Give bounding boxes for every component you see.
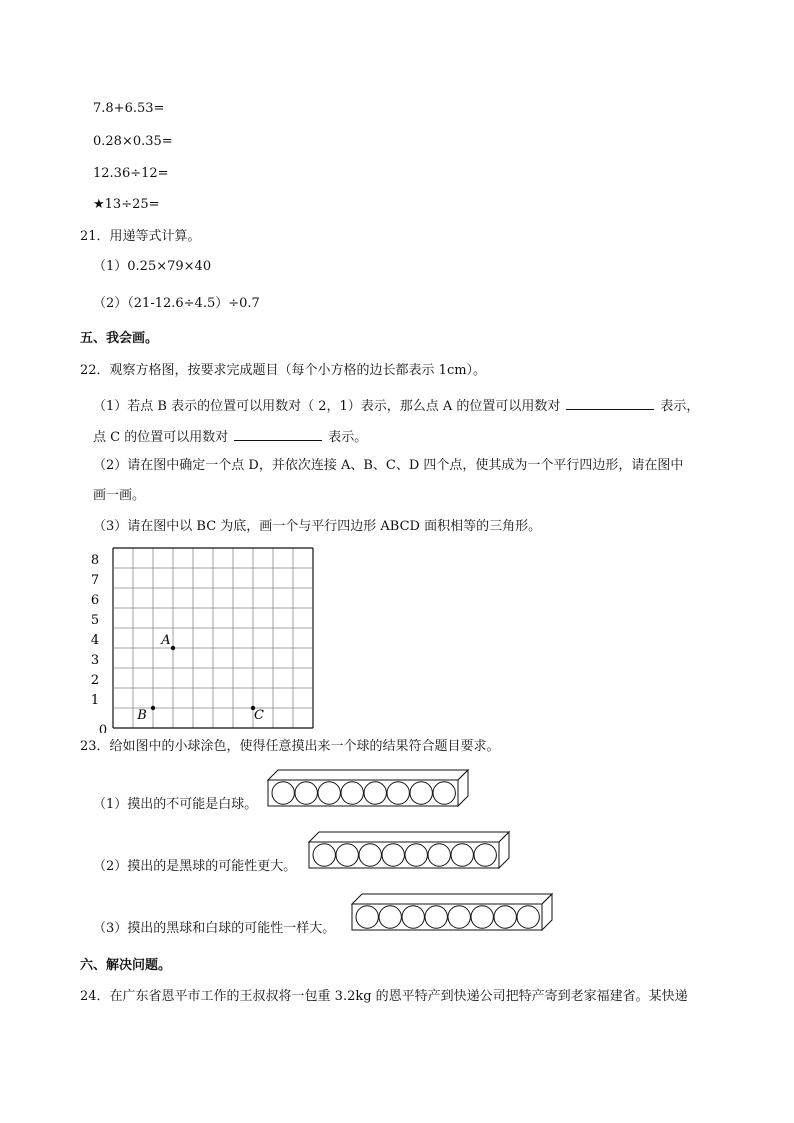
question-23-item: （3）摸出的黑球和白球的可能性一样大。 bbox=[93, 921, 336, 936]
ball-box[interactable] bbox=[266, 768, 471, 810]
question-22-part2-line1: （2）请在图中确定一个点 D，并依次连接 A、B、C、D 四个点，使其成为一个平行四边形，请在图中 bbox=[93, 458, 684, 473]
ball bbox=[313, 844, 335, 866]
point-label: B bbox=[137, 708, 147, 723]
ball bbox=[318, 782, 340, 804]
y-axis-label: 4 bbox=[90, 633, 100, 648]
section-heading: 五、我会画。 bbox=[80, 331, 159, 346]
point-a bbox=[171, 646, 175, 650]
ball bbox=[359, 844, 381, 866]
y-axis-label: 6 bbox=[90, 593, 100, 608]
ball bbox=[428, 844, 450, 866]
point-b bbox=[151, 706, 155, 710]
ball bbox=[341, 782, 363, 804]
origin-label: 0 bbox=[98, 723, 108, 733]
ball-box[interactable] bbox=[307, 830, 512, 872]
grid-lines bbox=[113, 548, 313, 728]
ball bbox=[494, 906, 516, 928]
ball bbox=[451, 844, 473, 866]
point-label: A bbox=[161, 633, 171, 648]
ball bbox=[410, 782, 432, 804]
grid-points bbox=[136, 633, 264, 723]
ball bbox=[474, 844, 496, 866]
question-24-text: 24．在广东省恩平市工作的王叔叔将一包重 3.2kg 的恩平特产到快递公司把特产寄到老家福建省。某快递 bbox=[80, 989, 688, 1004]
question-22-part3: （3）请在图中以 BC 为底，画一个与平行四边形 ABCD 面积相等的三角形。 bbox=[93, 519, 542, 534]
ball bbox=[382, 844, 404, 866]
question-22-text: 表示， bbox=[660, 399, 700, 414]
ball bbox=[364, 782, 386, 804]
question-22-title: 22．观察方格图，按要求完成题目（每个小方格的边长都表示 1cm）。 bbox=[80, 363, 487, 378]
box-top bbox=[352, 894, 552, 904]
box-top bbox=[268, 770, 468, 780]
ball bbox=[402, 906, 424, 928]
ball bbox=[433, 782, 455, 804]
question-23-item: （1）摸出的不可能是白球。 bbox=[93, 797, 258, 812]
coordinate-grid[interactable] bbox=[85, 538, 335, 733]
calc-line: 7.8+6.53= bbox=[93, 101, 165, 116]
calc-line: 12.36÷12= bbox=[93, 166, 169, 181]
y-axis-label: 3 bbox=[90, 653, 100, 668]
ball bbox=[448, 906, 470, 928]
calc-line: ★13÷25= bbox=[93, 197, 160, 212]
question-21-title: 21．用递等式计算。 bbox=[80, 229, 201, 244]
ball bbox=[405, 844, 427, 866]
ball bbox=[379, 906, 401, 928]
section-heading: 六、解决问题。 bbox=[80, 958, 172, 973]
ball bbox=[336, 844, 358, 866]
question-23-title: 23．给如图中的小球涂色，使得任意摸出来一个球的结果符合题目要求。 bbox=[80, 739, 500, 754]
question-22-text: （1）若点 B 表示的位置可以用数对（ 2，1）表示，那么点 A 的位置可以用数对 bbox=[93, 399, 561, 414]
ball bbox=[471, 906, 493, 928]
y-axis-label: 1 bbox=[90, 693, 100, 708]
box-top bbox=[309, 832, 509, 842]
y-axis-label: 8 bbox=[90, 553, 100, 568]
answer-blank[interactable] bbox=[234, 426, 322, 441]
question-23-item: （2）摸出的是黑球的可能性更大。 bbox=[93, 859, 297, 874]
ball bbox=[295, 782, 317, 804]
ball bbox=[272, 782, 294, 804]
point-label: C bbox=[254, 708, 264, 723]
question-21-item: （2）（21-12.6÷4.5）÷0.7 bbox=[93, 296, 260, 311]
question-22-text: 点 C 的位置可以用数对 bbox=[93, 430, 229, 445]
ball bbox=[425, 906, 447, 928]
grid-labels bbox=[91, 553, 321, 733]
ball-box[interactable] bbox=[350, 892, 555, 934]
question-22-text: 表示。 bbox=[328, 430, 368, 445]
y-axis-label: 5 bbox=[90, 613, 100, 628]
answer-blank[interactable] bbox=[566, 395, 654, 410]
ball bbox=[517, 906, 539, 928]
question-22-part1-line2 bbox=[93, 426, 367, 447]
question-22-part2-line2: 画一画。 bbox=[93, 488, 146, 503]
y-axis-label: 7 bbox=[90, 573, 100, 588]
calc-line: 0.28×0.35= bbox=[93, 134, 173, 149]
question-21-item: （1）0.25×79×40 bbox=[93, 259, 212, 274]
question-22-part1-line1 bbox=[93, 395, 699, 416]
ball bbox=[356, 906, 378, 928]
ball bbox=[387, 782, 409, 804]
y-axis-label: 2 bbox=[90, 673, 100, 688]
